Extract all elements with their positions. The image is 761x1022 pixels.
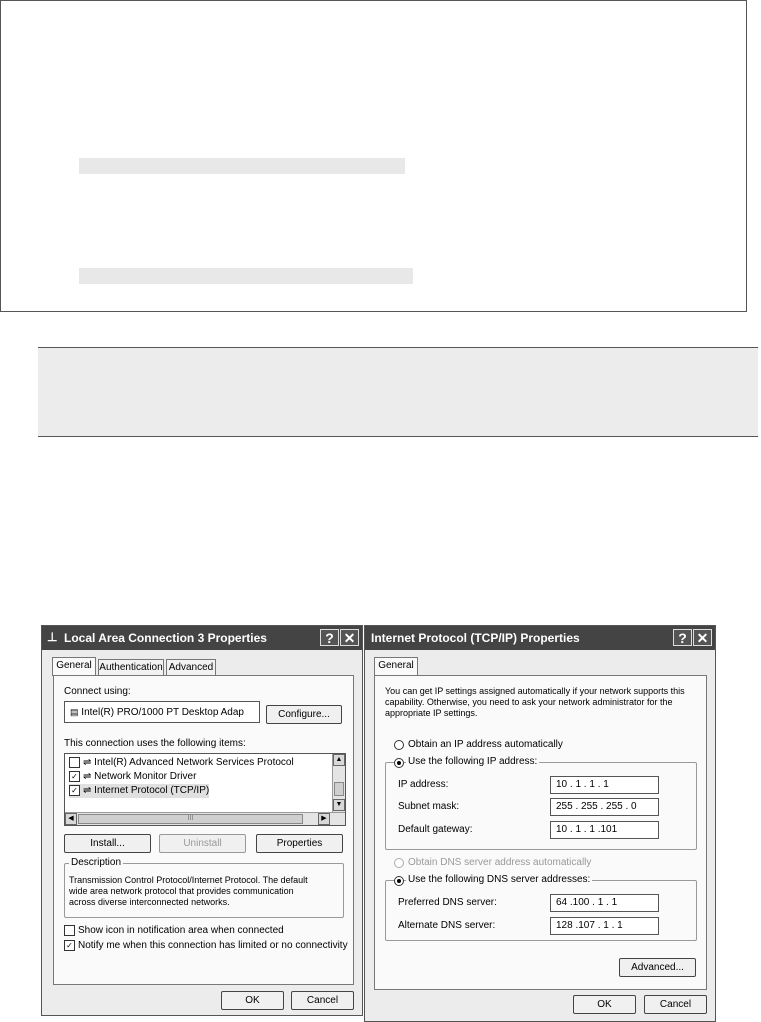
tcpip-general-panel [374, 675, 707, 990]
obtain-dns-label: Obtain DNS server address automatically [408, 857, 592, 868]
tab-general[interactable]: General [374, 657, 418, 676]
component-label: Intel(R) Advanced Network Services Protocol [94, 757, 294, 768]
preferred-dns-label: Preferred DNS server: [398, 897, 497, 908]
scroll-left-icon[interactable]: ◀ [65, 813, 77, 825]
gateway-label: Default gateway: [398, 824, 473, 835]
use-ip-radio[interactable] [394, 758, 404, 768]
description-text: Transmission Control Protocol/Internet Protocol. The default wide area network protocol that provides communication across diverse interconnected networks. [69, 875, 308, 907]
alternate-dns-field[interactable]: 128 .107 . 1 . 1 [550, 917, 659, 935]
ok-button[interactable]: OK [573, 995, 636, 1014]
cancel-button[interactable]: Cancel [291, 991, 354, 1010]
scroll-thumb-horizontal[interactable]: III [78, 814, 303, 824]
tcpip-properties-dialog [364, 625, 716, 1022]
component-checkbox[interactable] [69, 757, 80, 768]
lan-titlebar[interactable] [42, 626, 362, 650]
help-button[interactable]: ? [673, 629, 692, 646]
tab-authentication[interactable]: Authentication [98, 659, 164, 676]
horizontal-scrollbar[interactable] [65, 812, 345, 825]
subnet-mask-label: Subnet mask: [398, 801, 460, 812]
component-label: Internet Protocol (TCP/IP) [94, 785, 210, 796]
redacted-line [79, 268, 413, 284]
vertical-scrollbar[interactable] [332, 754, 345, 812]
uninstall-button: Uninstall [159, 834, 246, 853]
ok-button[interactable]: OK [221, 991, 284, 1010]
close-button[interactable]: ✕ [693, 629, 712, 646]
tab-general[interactable]: General [52, 657, 96, 676]
lan-properties-dialog [41, 625, 363, 1016]
advanced-button[interactable]: Advanced... [619, 958, 696, 977]
gateway-field[interactable]: 10 . 1 . 1 .101 [550, 821, 659, 839]
show-icon-label: Show icon in notification area when connected [78, 925, 284, 937]
scroll-thumb[interactable] [334, 782, 344, 796]
scroll-up-icon[interactable]: ▲ [333, 754, 345, 766]
notify-label: Notify me when this connection has limited or no connectivity [78, 940, 348, 952]
tcpip-title: Internet Protocol (TCP/IP) Properties [371, 631, 580, 645]
network-component-icon: ⇌ [83, 757, 95, 768]
ip-address-group [385, 756, 697, 850]
network-connection-icon: ⊥ [47, 630, 58, 644]
tcpip-intro-text: You can get IP settings assigned automatically if your network supports this capability. Otherwise, you need to ask your network administrator for the appropriate IP settings. [385, 686, 685, 718]
redacted-line [79, 158, 405, 174]
items-label: This connection uses the following items: [64, 738, 246, 749]
scroll-right-icon[interactable]: ▶ [318, 813, 330, 825]
scroll-down-icon[interactable]: ▼ [333, 799, 345, 811]
adapter-field [64, 701, 260, 723]
ip-address-field[interactable]: 10 . 1 . 1 . 1 [550, 776, 659, 794]
cancel-button[interactable]: Cancel [644, 995, 707, 1014]
components-list[interactable] [64, 753, 346, 826]
use-dns-radio[interactable] [394, 876, 404, 886]
notify-option[interactable] [64, 940, 348, 951]
note-panel [38, 347, 758, 437]
dns-group [385, 874, 697, 941]
obtain-ip-radio[interactable] [394, 740, 404, 750]
network-component-icon: ⇌ [83, 785, 95, 796]
close-button[interactable]: ✕ [340, 629, 359, 646]
install-button[interactable]: Install... [64, 834, 151, 853]
notify-checkbox[interactable]: ✓ [64, 940, 75, 951]
connect-using-label: Connect using: [64, 686, 131, 697]
alternate-dns-label: Alternate DNS server: [398, 920, 496, 931]
list-item[interactable] [69, 756, 294, 770]
list-item[interactable] [69, 770, 196, 784]
tab-advanced[interactable]: Advanced [166, 659, 216, 676]
show-icon-checkbox[interactable] [64, 925, 75, 936]
network-adapter-icon: ▤ [70, 707, 79, 717]
list-item[interactable] [69, 784, 209, 798]
tcpip-titlebar[interactable] [365, 626, 715, 650]
adapter-name: Intel(R) PRO/1000 PT Desktop Adap [81, 707, 244, 718]
component-label: Network Monitor Driver [94, 771, 197, 782]
use-dns-label[interactable]: Use the following DNS server addresses: [408, 874, 591, 885]
help-button[interactable]: ? [320, 629, 339, 646]
obtain-ip-label[interactable]: Obtain an IP address automatically [408, 739, 563, 750]
general-panel [53, 675, 354, 985]
component-checkbox[interactable]: ✓ [69, 785, 80, 796]
network-component-icon: ⇌ [83, 771, 95, 782]
description-group [64, 857, 344, 918]
preferred-dns-field[interactable]: 64 .100 . 1 . 1 [550, 894, 659, 912]
subnet-mask-field[interactable]: 255 . 255 . 255 . 0 [550, 798, 659, 816]
show-icon-option[interactable] [64, 925, 284, 936]
component-checkbox[interactable]: ✓ [69, 771, 80, 782]
ip-address-label: IP address: [398, 779, 449, 790]
top-content-box [0, 0, 747, 312]
obtain-dns-radio [394, 858, 404, 868]
use-ip-label[interactable]: Use the following IP address: [408, 756, 538, 767]
description-legend: Description [71, 857, 122, 868]
configure-button[interactable]: Configure... [266, 705, 342, 724]
lan-title: Local Area Connection 3 Properties [64, 631, 267, 645]
properties-button[interactable]: Properties [256, 834, 343, 853]
